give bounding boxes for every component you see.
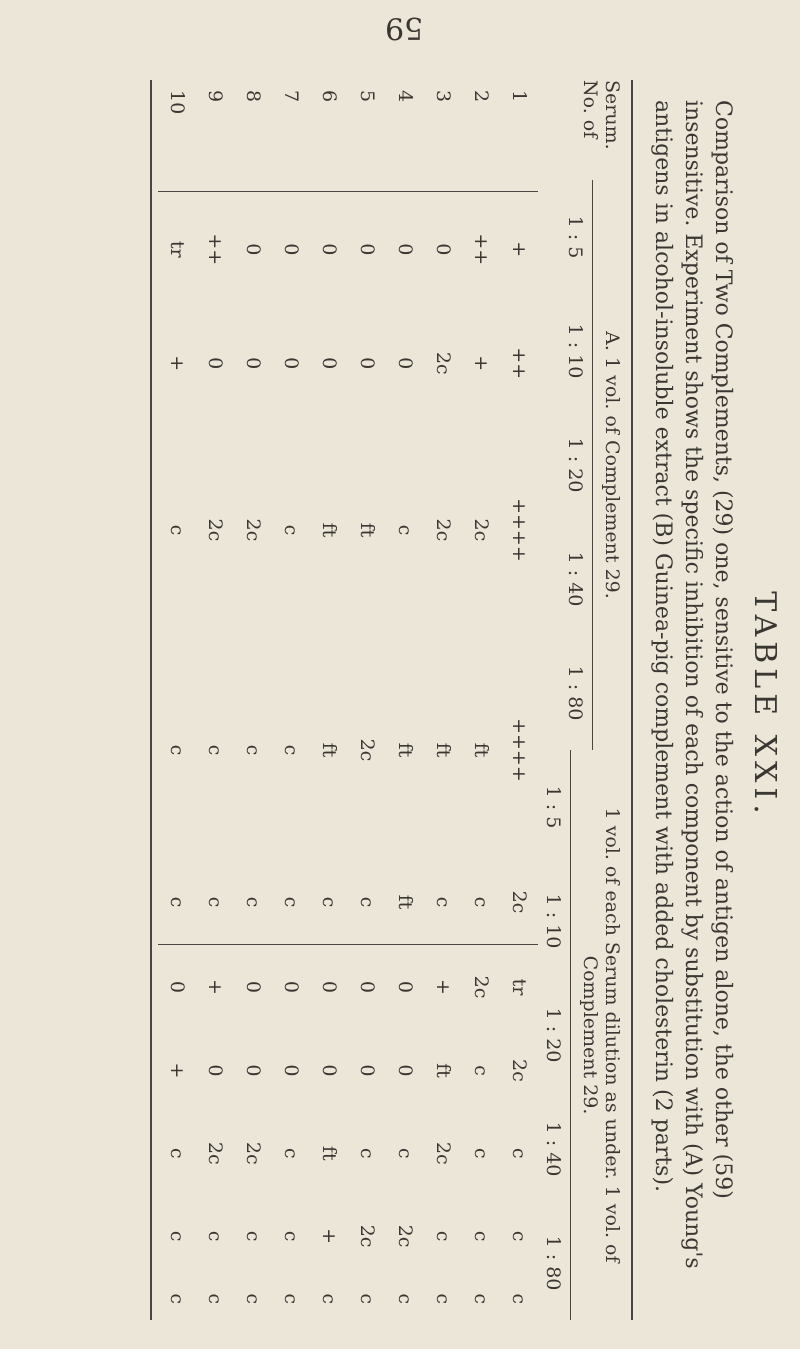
cell-b-4: 2c bbox=[394, 1224, 416, 1248]
cell-a-3: 2c bbox=[470, 518, 492, 542]
cell-a-3: 2c bbox=[204, 518, 226, 542]
cell-b-1: 0 bbox=[234, 944, 272, 1029]
cell-a-2: 0 bbox=[242, 357, 264, 370]
cell-a-3: ++++ bbox=[508, 498, 530, 562]
cell-a-5: c bbox=[166, 896, 188, 908]
serum-number: 3 bbox=[432, 90, 454, 103]
cell-b-5: c bbox=[280, 1293, 302, 1305]
table-row bbox=[196, 80, 234, 1320]
cell-b-1: tr bbox=[500, 944, 538, 1029]
cell-b-1: 0 bbox=[272, 944, 310, 1029]
cell-a-5: c bbox=[242, 896, 264, 908]
serum-number: 9 bbox=[204, 90, 226, 103]
cell-b-2: 0 bbox=[318, 1064, 340, 1077]
cell-a-5: c bbox=[432, 896, 454, 908]
header-block-b bbox=[542, 750, 623, 1320]
cell-a-4: c bbox=[280, 744, 302, 756]
cell-a-1: 0 bbox=[272, 192, 310, 307]
cell-b-1: 0 bbox=[348, 944, 386, 1029]
dilution-b-2: 1 : 10 bbox=[542, 893, 564, 949]
cell-b-4: c bbox=[242, 1230, 264, 1242]
cell-b-5: c bbox=[508, 1293, 530, 1305]
cell-a-1: 0 bbox=[310, 192, 348, 307]
cell-b-4: c bbox=[280, 1230, 302, 1242]
dilution-b-4: 1 : 40 bbox=[542, 1121, 564, 1177]
dilution-b-1: 1 : 5 bbox=[542, 785, 564, 829]
serum-number: 4 bbox=[394, 90, 416, 103]
cell-a-5: c bbox=[280, 896, 302, 908]
serum-number: 1 bbox=[508, 90, 530, 103]
cell-a-5: c bbox=[318, 896, 340, 908]
header-block-b-label: 1 vol. of each Serum dilution as under. 1 vol. of Complement 29. bbox=[579, 807, 623, 1263]
cell-b-1: 2c bbox=[462, 944, 500, 1029]
table-row bbox=[310, 80, 348, 1320]
cell-b-4: c bbox=[508, 1230, 530, 1242]
cell-a-5: 2c bbox=[508, 890, 530, 914]
dilution-a-3: 1 : 20 bbox=[564, 437, 586, 493]
table-row bbox=[272, 80, 310, 1320]
cell-a-1: tr bbox=[158, 192, 196, 307]
cell-a-2: 0 bbox=[280, 357, 302, 370]
cell-b-1: + bbox=[196, 944, 234, 1029]
cell-b-3: c bbox=[470, 1147, 492, 1159]
table-row bbox=[348, 80, 386, 1320]
cell-a-2: 0 bbox=[204, 357, 226, 370]
cell-b-3: c bbox=[280, 1147, 302, 1159]
cell-b-5: c bbox=[318, 1293, 340, 1305]
dilutions-b bbox=[542, 750, 571, 1320]
header-block-a-label: A. 1 vol. of Complement 29. bbox=[601, 331, 623, 599]
dilution-b-5: 1 : 80 bbox=[542, 1235, 564, 1291]
cell-a-2: 0 bbox=[318, 357, 340, 370]
cell-a-5: c bbox=[356, 896, 378, 908]
cell-b-4: c bbox=[204, 1230, 226, 1242]
cell-a-1: ++ bbox=[462, 192, 500, 307]
cell-b-5: c bbox=[356, 1293, 378, 1305]
cell-a-1: + bbox=[500, 192, 538, 307]
cell-a-4: c bbox=[166, 744, 188, 756]
cell-b-3: c bbox=[356, 1147, 378, 1159]
rotated-content bbox=[70, 70, 790, 1330]
dilution-a-5: 1 : 80 bbox=[564, 665, 586, 721]
cell-b-3: 2c bbox=[432, 1141, 454, 1165]
cell-b-4: c bbox=[432, 1230, 454, 1242]
cell-a-2: 0 bbox=[394, 357, 416, 370]
cell-b-5: c bbox=[204, 1293, 226, 1305]
dilution-a-4: 1 : 40 bbox=[564, 551, 586, 607]
cell-a-3: c bbox=[394, 524, 416, 536]
cell-a-3: c bbox=[280, 524, 302, 536]
cell-a-2: + bbox=[470, 355, 492, 372]
table-row bbox=[158, 80, 196, 1320]
dilutions-a bbox=[564, 180, 593, 750]
cell-a-2: 2c bbox=[432, 351, 454, 375]
cell-a-5: c bbox=[470, 896, 492, 908]
cell-b-1: 0 bbox=[158, 944, 196, 1029]
cell-a-4: c bbox=[242, 744, 264, 756]
cell-b-4: c bbox=[470, 1230, 492, 1242]
cell-a-3: 2c bbox=[432, 518, 454, 542]
page-number: 59 bbox=[385, 10, 424, 45]
cell-a-4: ft bbox=[432, 742, 454, 758]
table-row bbox=[234, 80, 272, 1320]
column-headers bbox=[542, 80, 623, 1320]
bottom-rule bbox=[150, 80, 152, 1320]
table-row bbox=[424, 80, 462, 1320]
table-row bbox=[386, 80, 424, 1320]
cell-b-5: c bbox=[166, 1293, 188, 1305]
cell-b-3: c bbox=[166, 1147, 188, 1159]
cell-b-4: 2c bbox=[356, 1224, 378, 1248]
cell-b-3: c bbox=[394, 1147, 416, 1159]
serum-number: 7 bbox=[280, 90, 302, 103]
serum-number: 8 bbox=[242, 90, 264, 103]
cell-b-5: c bbox=[242, 1293, 264, 1305]
table-row bbox=[500, 80, 538, 1320]
cell-b-2: 0 bbox=[242, 1064, 264, 1077]
cell-b-3: c bbox=[508, 1147, 530, 1159]
cell-b-2: ft bbox=[432, 1063, 454, 1078]
cell-a-3: ft bbox=[356, 522, 378, 538]
serum-number: 2 bbox=[470, 90, 492, 103]
cell-a-5: c bbox=[204, 896, 226, 908]
cell-b-5: c bbox=[470, 1293, 492, 1305]
cell-a-4: c bbox=[204, 744, 226, 756]
table-row bbox=[462, 80, 500, 1320]
cell-a-4: ft bbox=[318, 742, 340, 758]
cell-b-5: c bbox=[432, 1293, 454, 1305]
cell-b-2: 0 bbox=[204, 1064, 226, 1077]
cell-b-3: 2c bbox=[204, 1141, 226, 1165]
cell-b-1: 0 bbox=[386, 944, 424, 1029]
cell-a-1: 0 bbox=[424, 192, 462, 307]
cell-b-1: 0 bbox=[310, 944, 348, 1029]
header-serum: Serum. No. of bbox=[579, 80, 623, 150]
cell-a-4: ++++ bbox=[508, 718, 530, 782]
table-title: TABLE XXI. bbox=[747, 591, 782, 819]
cell-a-2: ++ bbox=[508, 347, 530, 380]
serum-number: 10 bbox=[166, 90, 188, 115]
cell-a-3: 2c bbox=[242, 518, 264, 542]
top-rule bbox=[631, 80, 633, 1320]
cell-a-1: ++ bbox=[196, 192, 234, 307]
cell-b-2: + bbox=[166, 1062, 188, 1079]
cell-a-4: ft bbox=[394, 742, 416, 758]
cell-a-5: ft bbox=[394, 894, 416, 910]
dilution-a-2: 1 : 10 bbox=[564, 323, 586, 379]
cell-b-4: + bbox=[318, 1228, 340, 1245]
cell-a-1: 0 bbox=[386, 192, 424, 307]
cell-a-3: ft bbox=[318, 522, 340, 538]
cell-b-2: c bbox=[470, 1065, 492, 1076]
results-table bbox=[158, 80, 538, 1320]
cell-a-4: ft bbox=[470, 742, 492, 758]
dilution-a-1: 1 : 5 bbox=[564, 215, 586, 259]
cell-a-2: + bbox=[166, 355, 188, 372]
cell-a-1: 0 bbox=[234, 192, 272, 307]
cell-b-2: 2c bbox=[508, 1059, 530, 1082]
cell-a-4: 2c bbox=[356, 738, 378, 762]
cell-b-2: 0 bbox=[394, 1064, 416, 1077]
serum-number: 6 bbox=[318, 90, 340, 103]
cell-b-2: 0 bbox=[280, 1064, 302, 1077]
cell-b-4: c bbox=[166, 1230, 188, 1242]
cell-a-2: 0 bbox=[356, 357, 378, 370]
cell-b-3: ft bbox=[318, 1145, 340, 1161]
cell-b-2: 0 bbox=[356, 1064, 378, 1077]
cell-b-1: + bbox=[424, 944, 462, 1029]
serum-number: 5 bbox=[356, 90, 378, 103]
cell-a-3: c bbox=[166, 524, 188, 536]
caption bbox=[647, 70, 782, 1330]
cell-a-1: 0 bbox=[348, 192, 386, 307]
cell-b-5: c bbox=[394, 1293, 416, 1305]
header-block-a bbox=[542, 180, 623, 750]
dilution-b-3: 1 : 20 bbox=[542, 1007, 564, 1063]
cell-b-3: 2c bbox=[242, 1141, 264, 1165]
table-caption: Comparison of Two Complements, (29) one, sensitive to the action of antigen alone, the other (59) insensitive. Experiment shows the specific inhibition of each component by substitution with (A) Young's antigens in alcohol-insoluble extract (B) Guinea-pig complement with added cholesterin (2 parts). bbox=[650, 100, 735, 1269]
